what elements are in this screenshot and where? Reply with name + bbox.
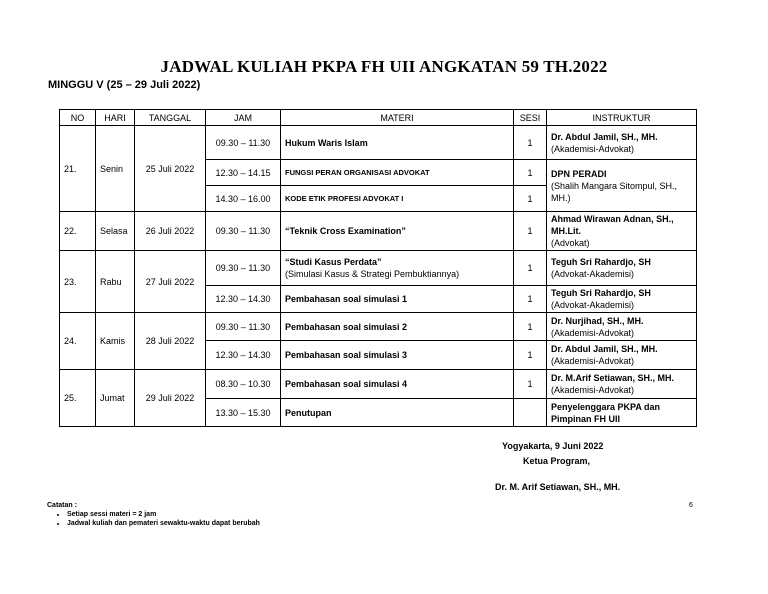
row-jam: 14.30 – 16.00 [206,186,281,212]
header-sesi: SESI [514,110,547,126]
day-hari: Selasa [96,212,135,251]
day-hari: Kamis [96,313,135,370]
row-sesi: 1 [514,286,547,313]
table-row [60,212,697,251]
day-hari: Rabu [96,251,135,313]
instruktur-name: Ahmad Wirawan Adnan, SH., MH.Lit. [551,214,674,236]
instruktur-name: Dr. Abdul Jamil, SH., MH. [551,131,658,142]
row-instruktur [547,399,697,427]
row-materi: KODE ETIK PROFESI ADVOKAT I [281,186,514,212]
day-tanggal: 25 Juli 2022 [135,126,206,212]
header-materi: MATERI [281,110,514,126]
instruktur-name: Dr. Nurjihad, SH., MH. [551,315,644,326]
row-instruktur [547,160,697,212]
day-tanggal: 27 Juli 2022 [135,251,206,313]
header-hari: HARI [96,110,135,126]
notes-list [47,511,260,527]
row-sesi: 1 [514,126,547,160]
header-tanggal: TANGGAL [135,110,206,126]
schedule-table [59,109,697,427]
instruktur-role: (Shalih Mangara Sitompul, SH., MH.) [551,180,678,203]
instruktur-role: Pimpinan FH UII [551,413,621,424]
row-instruktur [547,341,697,370]
row-instruktur [547,212,697,251]
table-row [60,251,697,286]
signature-place-date: Yogyakarta, 9 Juni 2022 [502,441,604,451]
instruktur-role: (Akademisi-Advokat) [551,356,635,366]
instruktur-role: (Akademisi-Advokat) [551,385,635,395]
table-row [60,126,697,160]
day-no: 24. [60,313,96,370]
row-sesi [514,399,547,427]
row-jam: 09.30 – 11.30 [206,212,281,251]
row-materi: Penutupan [281,399,514,427]
week-label: MINGGU V (25 – 29 Juli 2022) [48,79,201,91]
row-instruktur [547,251,697,286]
row-jam: 09.30 – 11.30 [206,126,281,160]
row-sesi: 1 [514,186,547,212]
instruktur-name: Dr. Abdul Jamil, SH., MH. [551,344,658,354]
notes [47,502,260,527]
signature-name: Dr. M. Arif Setiawan, SH., MH. [495,482,621,492]
instruktur-name: Dr. M.Arif Setiawan, SH., MH. [551,373,675,383]
day-no: 25. [60,370,96,427]
table-row [60,370,697,399]
table-header-row [60,110,697,126]
instruktur-name: DPN PERADI [551,168,607,179]
list-item: • Setiap sessi materi = 2 jam [67,511,260,518]
page-title: JADWAL KULIAH PKPA FH UII ANGKATAN 59 TH.2022 [160,57,608,76]
day-no: 21. [60,126,96,212]
instruktur-role: (Akademisi-Advokat) [551,143,635,154]
row-materi: Pembahasan soal simulasi 3 [281,341,514,370]
row-materi: Pembahasan soal simulasi 2 [281,313,514,341]
day-tanggal: 26 Juli 2022 [135,212,206,251]
materi-subtitle: (Simulasi Kasus & Strategi Pembuktiannya) [285,269,460,279]
row-sesi: 1 [514,160,547,186]
row-materi: Pembahasan soal simulasi 4 [281,370,514,399]
instruktur-role: (Advokat) [551,238,590,248]
row-instruktur [547,286,697,313]
instruktur-role: (Advokat-Akademisi) [551,300,635,310]
day-tanggal: 28 Juli 2022 [135,313,206,370]
row-sesi: 1 [514,313,547,341]
instruktur-name: Teguh Sri Rahardjo, SH [551,288,651,298]
row-sesi: 1 [514,212,547,251]
row-sesi: 1 [514,251,547,286]
row-jam: 09.30 – 11.30 [206,313,281,341]
list-item: • Jadwal kuliah dan pemateri sewaktu-waktu dapat berubah [67,520,260,527]
day-hari: Jumat [96,370,135,427]
instruktur-role: (Advokat-Akademisi) [551,269,635,279]
day-tanggal: 29 Juli 2022 [135,370,206,427]
row-instruktur [547,126,697,160]
row-instruktur [547,370,697,399]
header-instruktur: INSTRUKTUR [547,110,697,126]
row-materi [281,251,514,286]
row-jam: 13.30 – 15.30 [206,399,281,427]
row-materi: Pembahasan soal simulasi 1 [281,286,514,313]
page-number: 6 [689,502,693,509]
table-row [60,313,697,341]
row-materi: FUNGSI PERAN ORGANISASI ADVOKAT [281,160,514,186]
row-jam: 12.30 – 14.15 [206,160,281,186]
row-jam: 12.30 – 14.30 [206,286,281,313]
day-no: 23. [60,251,96,313]
row-instruktur [547,313,697,341]
row-jam: 09.30 – 11.30 [206,251,281,286]
materi-title: “Studi Kasus Perdata” [285,257,382,267]
row-sesi: 1 [514,370,547,399]
instruktur-role: (Akademisi-Advokat) [551,327,635,338]
header-jam: JAM [206,110,281,126]
row-materi: Hukum Waris Islam [281,126,514,160]
day-no: 22. [60,212,96,251]
day-hari: Senin [96,126,135,212]
notes-heading: Catatan : [47,502,77,509]
signature-role: Ketua Program, [523,456,591,466]
header-no: NO [60,110,96,126]
row-sesi: 1 [514,341,547,370]
row-jam: 08.30 – 10.30 [206,370,281,399]
instruktur-name: Teguh Sri Rahardjo, SH [551,257,651,267]
row-jam: 12.30 – 14.30 [206,341,281,370]
instruktur-name: Penyelenggara PKPA dan [551,401,661,412]
row-materi: “Teknik Cross Examination” [281,212,514,251]
